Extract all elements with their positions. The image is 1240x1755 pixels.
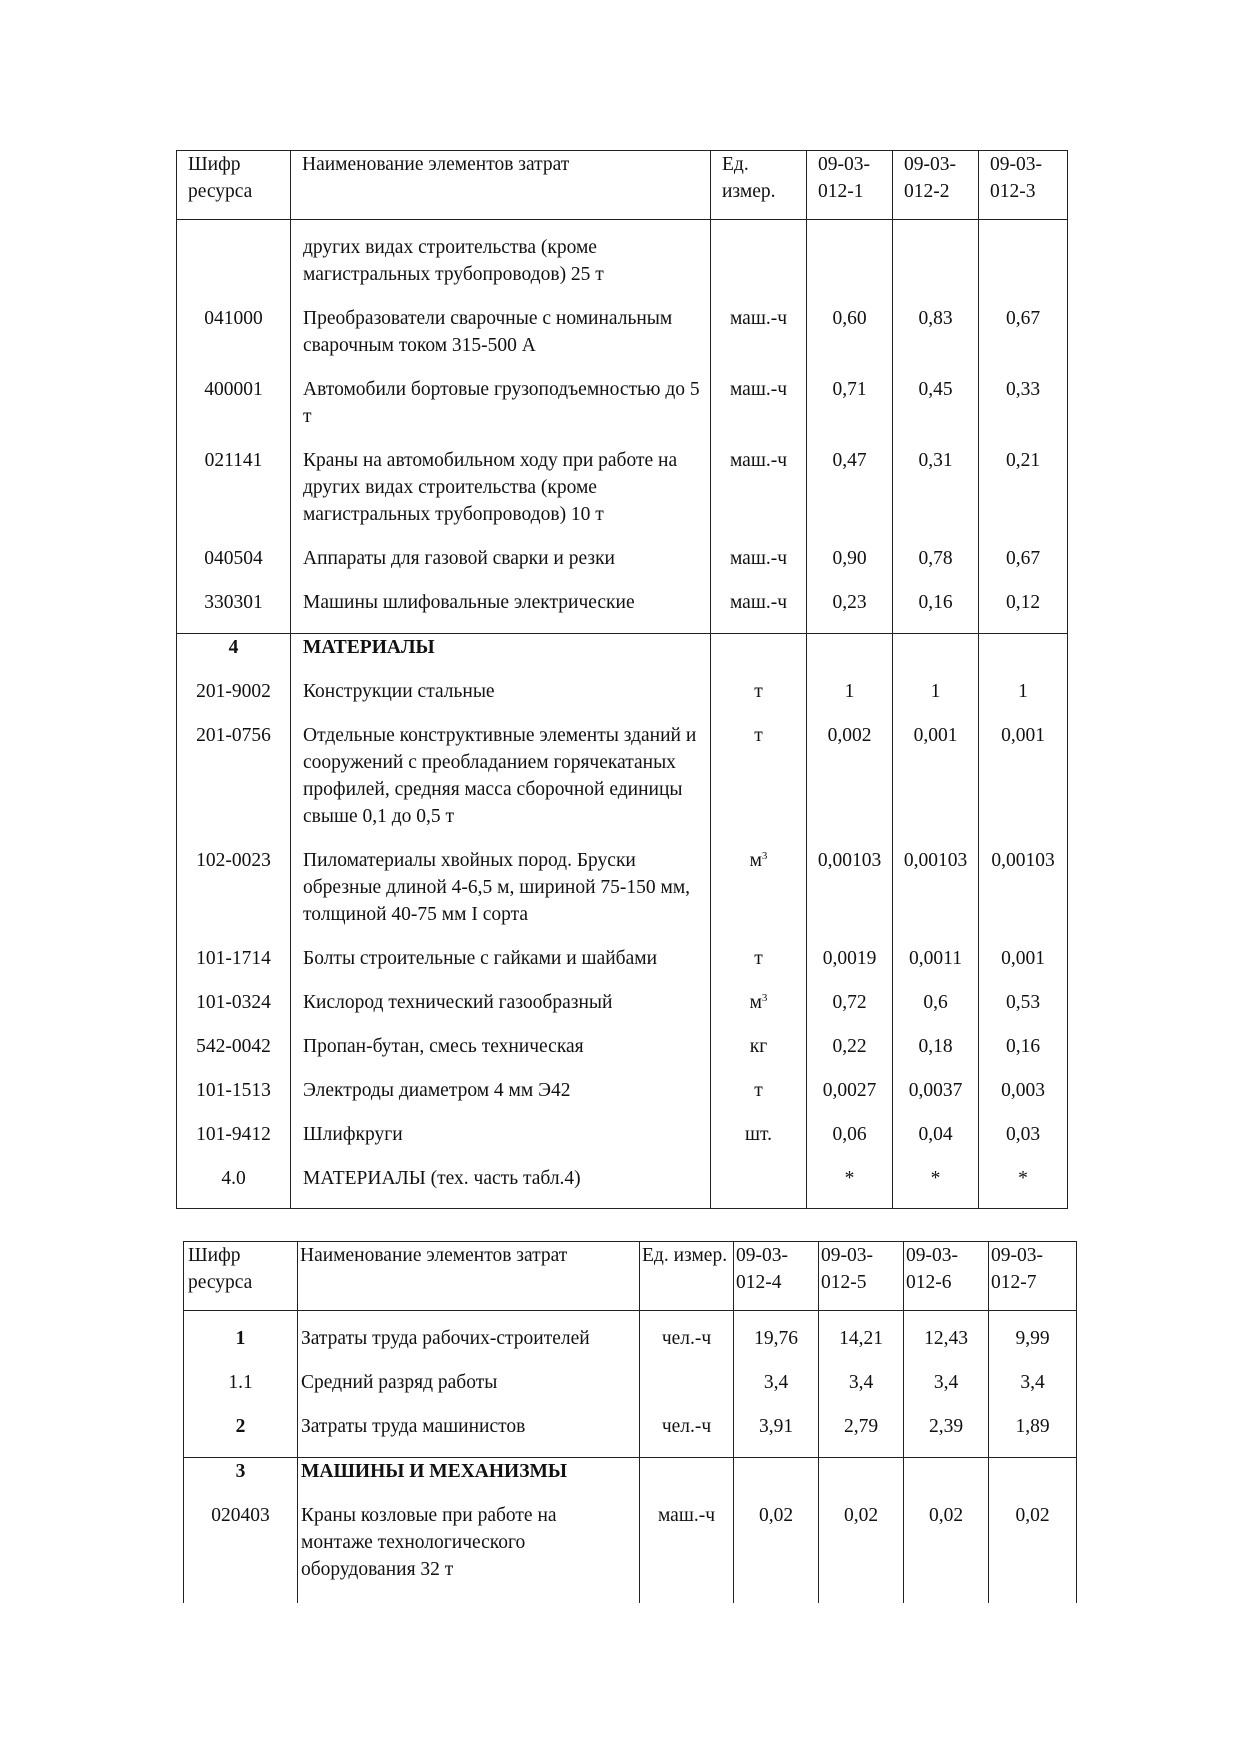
cell-value: 3,4 (904, 1369, 989, 1413)
cell-value (979, 220, 1068, 306)
section-number: 4 (177, 634, 291, 679)
cell-value (734, 1458, 819, 1503)
section-number: 3 (184, 1458, 298, 1503)
cell-value: 0,04 (893, 1121, 979, 1165)
cell-value: 0,31 (893, 447, 979, 545)
cell-code: 041000 (177, 305, 291, 376)
cell-name: Пропан-бутан, смесь техническая (291, 1033, 711, 1077)
cell-value: 0,02 (904, 1502, 989, 1603)
cell-value: 0,90 (807, 545, 893, 589)
cell-name: Болты строительные с гайками и шайбами (291, 945, 711, 989)
cell-value: 3,4 (819, 1369, 904, 1413)
cell-unit (640, 1458, 734, 1503)
cell-value: 0,16 (893, 589, 979, 634)
table-row (177, 447, 1068, 545)
cell-value: 3,4 (734, 1369, 819, 1413)
cell-value: 0,72 (807, 989, 893, 1033)
cell-value: 3,91 (734, 1413, 819, 1458)
cell-unit: шт. (711, 1121, 807, 1165)
cell-value: * (979, 1165, 1068, 1209)
cell-value: 14,21 (819, 1311, 904, 1370)
cell-unit: маш.-ч (711, 545, 807, 589)
cell-value: 0,0011 (893, 945, 979, 989)
cell-unit: маш.-ч (711, 376, 807, 447)
cell-value: 0,002 (807, 722, 893, 847)
table-header (177, 151, 1068, 220)
table-row (177, 989, 1068, 1033)
header-col: 09-03-012-3 (979, 151, 1068, 220)
table-row (184, 1369, 1077, 1413)
cell-name: Кислород технический газообразный (291, 989, 711, 1033)
cell-value: 0,00103 (893, 847, 979, 945)
cell-value: * (807, 1165, 893, 1209)
resource-table-2 (183, 1241, 1077, 1603)
table-row (184, 1311, 1077, 1370)
header-unit: Ед. измер. (711, 151, 807, 220)
header-col: 09-03-012-1 (807, 151, 893, 220)
header-name: Наименование элементов затрат (291, 151, 711, 220)
table-row (177, 1077, 1068, 1121)
section-row (177, 634, 1068, 679)
cell-unit (711, 1165, 807, 1209)
cell-value: 0,67 (979, 305, 1068, 376)
cell-code: 101-1714 (177, 945, 291, 989)
cell-value: 9,99 (989, 1311, 1077, 1370)
table-row (177, 376, 1068, 447)
cell-name: Машины шлифовальные электрические (291, 589, 711, 634)
cell-code: 021141 (177, 447, 291, 545)
cell-unit: т (711, 678, 807, 722)
header-code: Шифр ресурса (184, 1242, 298, 1311)
cell-code: 101-0324 (177, 989, 291, 1033)
cell-value: 0,003 (979, 1077, 1068, 1121)
table-row (184, 1502, 1077, 1603)
table-row (177, 220, 1068, 306)
cell-unit: т (711, 722, 807, 847)
cell-code: 4.0 (177, 1165, 291, 1209)
cell-name: других видах строительства (кроме магистральных трубопроводов) 25 т (291, 220, 711, 306)
header-unit: Ед. измер. (640, 1242, 734, 1311)
cell-unit: кг (711, 1033, 807, 1077)
cell-code: 1.1 (184, 1369, 298, 1413)
cell-value (979, 634, 1068, 679)
cell-name: Краны козловые при работе на монтаже технологического оборудования 32 т (298, 1502, 640, 1603)
cell-name: Пиломатериалы хвойных пород. Бруски обрезные длиной 4-6,5 м, шириной 75-150 мм, толщиной 40-75 мм I сорта (291, 847, 711, 945)
header-col: 09-03-012-5 (819, 1242, 904, 1311)
header-col: 09-03-012-7 (989, 1242, 1077, 1311)
cell-name: Преобразователи сварочные с номинальным сварочным током 315-500 А (291, 305, 711, 376)
cell-value: 0,001 (979, 722, 1068, 847)
cell-code: 020403 (184, 1502, 298, 1603)
cell-value: 0,001 (893, 722, 979, 847)
cell-value: 1 (893, 678, 979, 722)
cell-value: 0,53 (979, 989, 1068, 1033)
cell-value: 0,02 (819, 1502, 904, 1603)
cell-unit: маш.-ч (711, 589, 807, 634)
table-row (177, 1033, 1068, 1077)
cell-value: 0,0037 (893, 1077, 979, 1121)
section-row (184, 1458, 1077, 1503)
section-title: МАТЕРИАЛЫ (291, 634, 711, 679)
header-col: 09-03-012-4 (734, 1242, 819, 1311)
table-row (177, 847, 1068, 945)
cell-value: 0,23 (807, 589, 893, 634)
table-row (177, 545, 1068, 589)
cell-value: 0,60 (807, 305, 893, 376)
cell-name: Отдельные конструктивные элементы зданий и сооружений с преобладанием горячекатаных профилей, средняя масса сборочной единицы свыше 0,1 до 0,5 т (291, 722, 711, 847)
cell-value: 0,67 (979, 545, 1068, 589)
unit-superscript: 3 (761, 850, 768, 862)
cell-value (893, 634, 979, 679)
table-row (177, 1121, 1068, 1165)
cell-value (989, 1458, 1077, 1503)
cell-value: 0,00103 (979, 847, 1068, 945)
section-title: МАШИНЫ И МЕХАНИЗМЫ (298, 1458, 640, 1503)
header-col: 09-03-012-6 (904, 1242, 989, 1311)
table-row (177, 945, 1068, 989)
header-col: 09-03-012-2 (893, 151, 979, 220)
cell-code: 101-1513 (177, 1077, 291, 1121)
cell-value (893, 220, 979, 306)
cell-value: 12,43 (904, 1311, 989, 1370)
cell-unit: маш.-ч (640, 1502, 734, 1603)
cell-value: 0,47 (807, 447, 893, 545)
cell-value: 0,001 (979, 945, 1068, 989)
cell-value: 0,12 (979, 589, 1068, 634)
cell-value: 19,76 (734, 1311, 819, 1370)
cell-unit (711, 847, 807, 945)
cell-name: МАТЕРИАЛЫ (тех. часть табл.4) (291, 1165, 711, 1209)
cell-unit: чел.-ч (640, 1311, 734, 1370)
cell-code: 2 (184, 1413, 298, 1458)
cell-name: Конструкции стальные (291, 678, 711, 722)
cell-value: 0,00103 (807, 847, 893, 945)
cell-unit: маш.-ч (711, 305, 807, 376)
table-row (177, 589, 1068, 634)
cell-value: 0,22 (807, 1033, 893, 1077)
cell-name: Затраты труда рабочих-строителей (298, 1311, 640, 1370)
table-row (184, 1413, 1077, 1458)
cell-name: Электроды диаметром 4 мм Э42 (291, 1077, 711, 1121)
cell-code: 201-9002 (177, 678, 291, 722)
cell-code: 040504 (177, 545, 291, 589)
cell-value (807, 634, 893, 679)
resource-table-1 (176, 150, 1068, 1209)
cell-unit (711, 989, 807, 1033)
cell-name: Аппараты для газовой сварки и резки (291, 545, 711, 589)
cell-value: 1,89 (989, 1413, 1077, 1458)
cell-code: 400001 (177, 376, 291, 447)
cell-unit: маш.-ч (711, 447, 807, 545)
cell-value: 0,78 (893, 545, 979, 589)
cell-value (807, 220, 893, 306)
cell-value: 0,0027 (807, 1077, 893, 1121)
header-name: Наименование элементов затрат (298, 1242, 640, 1311)
cell-code (177, 220, 291, 306)
cell-value: 0,18 (893, 1033, 979, 1077)
header-code: Шифр ресурса (177, 151, 291, 220)
cell-value: 1 (979, 678, 1068, 722)
cell-unit: т (711, 945, 807, 989)
cell-code: 101-9412 (177, 1121, 291, 1165)
cell-code: 201-0756 (177, 722, 291, 847)
cell-value: 0,71 (807, 376, 893, 447)
cell-unit (711, 220, 807, 306)
cell-value: 0,16 (979, 1033, 1068, 1077)
cell-value: 0,03 (979, 1121, 1068, 1165)
cell-unit: чел.-ч (640, 1413, 734, 1458)
cell-name: Краны на автомобильном ходу при работе на других видах строительства (кроме магистральных трубопроводов) 10 т (291, 447, 711, 545)
cell-value: 1 (807, 678, 893, 722)
cell-name: Шлифкруги (291, 1121, 711, 1165)
cell-value (819, 1458, 904, 1503)
table-row (177, 722, 1068, 847)
cell-unit (640, 1369, 734, 1413)
cell-value: 0,33 (979, 376, 1068, 447)
table-header (184, 1242, 1077, 1311)
unit-text: м (749, 992, 762, 1013)
cell-value: 0,06 (807, 1121, 893, 1165)
cell-code: 330301 (177, 589, 291, 634)
cell-value: 2,79 (819, 1413, 904, 1458)
cell-value: 0,02 (734, 1502, 819, 1603)
cell-code: 102-0023 (177, 847, 291, 945)
table-row (177, 678, 1068, 722)
cell-value: 0,21 (979, 447, 1068, 545)
cell-unit (711, 634, 807, 679)
cell-code: 542-0042 (177, 1033, 291, 1077)
cell-value: 0,83 (893, 305, 979, 376)
cell-value: 0,45 (893, 376, 979, 447)
cell-name: Затраты труда машинистов (298, 1413, 640, 1458)
table-row (177, 1165, 1068, 1209)
cell-value (904, 1458, 989, 1503)
cell-code: 1 (184, 1311, 298, 1370)
cell-name: Автомобили бортовые грузоподъемностью до 5 т (291, 376, 711, 447)
cell-value: 0,6 (893, 989, 979, 1033)
unit-superscript: 3 (761, 992, 768, 1004)
table-row (177, 305, 1068, 376)
cell-value: 0,0019 (807, 945, 893, 989)
cell-value: * (893, 1165, 979, 1209)
cell-unit: т (711, 1077, 807, 1121)
cell-value: 2,39 (904, 1413, 989, 1458)
cell-value: 3,4 (989, 1369, 1077, 1413)
cell-name: Средний разряд работы (298, 1369, 640, 1413)
unit-text: м (749, 850, 762, 871)
cell-value: 0,02 (989, 1502, 1077, 1603)
